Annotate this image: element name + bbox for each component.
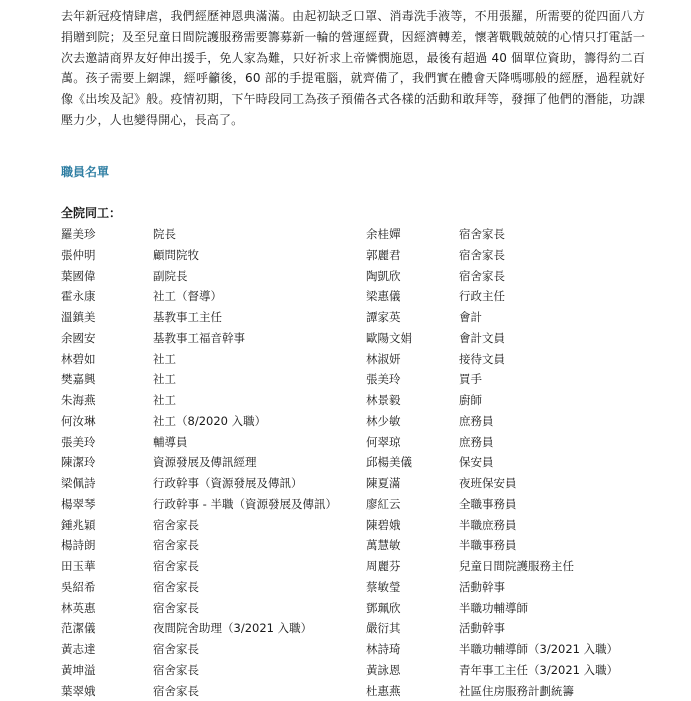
staff-role: 基教事工主任 (153, 309, 222, 325)
staff-name: 吳紹希 (61, 579, 96, 595)
staff-row (61, 556, 661, 577)
staff-row (61, 390, 661, 411)
staff-role: 庶務員 (459, 413, 494, 429)
staff-name: 嚴衍其 (366, 620, 401, 636)
staff-name: 周麗芬 (366, 558, 401, 574)
staff-role: 社工 (153, 351, 176, 367)
staff-row (61, 411, 661, 432)
staff-role: 宿舍家長 (153, 683, 199, 699)
staff-row (61, 494, 661, 515)
staff-name: 鄧珮欣 (366, 600, 401, 616)
staff-role: 宿舍家長 (153, 600, 199, 616)
staff-role: 宿舍家長 (153, 641, 199, 657)
staff-name: 梁佩詩 (61, 475, 96, 491)
staff-name: 樊嘉興 (61, 371, 96, 387)
staff-name: 何汝琳 (61, 413, 96, 429)
staff-name: 葉翠娥 (61, 683, 96, 699)
staff-name: 黃志達 (61, 641, 96, 657)
staff-role: 社區住房服務計劃統籌 (459, 683, 574, 699)
staff-role: 青年事工主任（3/2021 入職） (459, 662, 618, 678)
staff-name: 邱楊美儀 (366, 454, 412, 470)
staff-row (61, 681, 661, 701)
staff-name: 林景毅 (366, 392, 401, 408)
staff-name: 廖紅云 (366, 496, 401, 512)
staff-role: 接待文員 (459, 351, 505, 367)
staff-name: 范潔儀 (61, 620, 96, 636)
staff-name: 歐陽文娟 (366, 330, 412, 346)
staff-name: 蔡敏瑩 (366, 579, 401, 595)
staff-name: 林淑妍 (366, 351, 401, 367)
staff-name: 羅美珍 (61, 226, 96, 242)
staff-role: 會計文員 (459, 330, 505, 346)
staff-name: 楊詩朗 (61, 537, 96, 553)
staff-role: 院長 (153, 226, 176, 242)
staff-role: 行政幹事 - 半職（資源發展及傳訊） (153, 496, 337, 512)
staff-name: 張仲明 (61, 247, 96, 263)
intro-paragraph: 去年新冠疫情肆虐，我們經歷神恩典滿滿。由起初缺乏口罩、消毒洗手液等，不用張羅，所需要的從四面八方捐贈到院；及至兒童日間院護服務需要籌募新一輪的營運經費，因經濟轉差，懷著戰戰兢兢的心情只打電話一次去邀請商界友好伸出援手，免人家為難，只好祈求上帝憐憫施恩，最後有超過 40 個單位資助，籌得約二百萬。孩子需要上網課，經呼籲後，60 部的手提電腦，就齊備了，我們實在體會天降嗎哪般的經歷，過程就好像《出埃及記》般。疫情初期，下午時段同工為孩子預備各式各樣的活動和敢拜等，發揮了他們的潛能，功課壓力少，人也變得開心，長高了。 (61, 6, 645, 131)
staff-role: 保安員 (459, 454, 494, 470)
staff-name: 鍾兆穎 (61, 517, 96, 533)
staff-role: 宿舍家長 (153, 517, 199, 533)
staff-row (61, 369, 661, 390)
staff-row (61, 245, 661, 266)
staff-row (61, 286, 661, 307)
staff-row (61, 660, 661, 681)
staff-name: 萬慧敏 (366, 537, 401, 553)
staff-role: 半職功輔導師 (459, 600, 528, 616)
staff-row (61, 535, 661, 556)
staff-row (61, 432, 661, 453)
staff-role: 社工 (153, 392, 176, 408)
staff-name: 余桂嬋 (366, 226, 401, 242)
staff-role: 基教事工福音幹事 (153, 330, 245, 346)
staff-name: 葉國偉 (61, 268, 96, 284)
staff-name: 溫鎮美 (61, 309, 96, 325)
staff-row (61, 577, 661, 598)
staff-role: 半職功輔導師（3/2021 入職） (459, 641, 618, 657)
staff-role: 顧問院牧 (153, 247, 199, 263)
staff-name: 張美玲 (366, 371, 401, 387)
staff-role: 社工 (153, 371, 176, 387)
staff-role: 副院長 (153, 268, 188, 284)
staff-row (61, 515, 661, 536)
staff-role: 宿舍家長 (153, 662, 199, 678)
staff-role: 行政主任 (459, 288, 505, 304)
staff-row (61, 307, 661, 328)
staff-name: 林碧如 (61, 351, 96, 367)
section-title: 職員名單 (61, 163, 109, 180)
staff-name: 黃坤溢 (61, 662, 96, 678)
staff-name: 陳碧娥 (366, 517, 401, 533)
staff-name: 杜惠燕 (366, 683, 401, 699)
staff-role: 輔導員 (153, 434, 188, 450)
staff-role: 夜間院舍助理（3/2021 入職） (153, 620, 312, 636)
staff-role: 半職事務員 (459, 537, 517, 553)
staff-name: 楊翠琴 (61, 496, 96, 512)
staff-role: 活動幹事 (459, 620, 505, 636)
staff-name: 譚家英 (366, 309, 401, 325)
staff-role: 廚師 (459, 392, 482, 408)
staff-role: 社工（8/2020 入職） (153, 413, 266, 429)
staff-name: 朱海燕 (61, 392, 96, 408)
staff-name: 陶凱欣 (366, 268, 401, 284)
staff-role: 宿舍家長 (459, 226, 505, 242)
staff-row (61, 328, 661, 349)
staff-name: 林英惠 (61, 600, 96, 616)
staff-role: 夜班保安員 (459, 475, 517, 491)
staff-name: 黃詠恩 (366, 662, 401, 678)
staff-name: 陳夏滿 (366, 475, 401, 491)
staff-name: 余國安 (61, 330, 96, 346)
group-title: 全院同工： (61, 204, 121, 221)
staff-name: 霍永康 (61, 288, 96, 304)
staff-row (61, 598, 661, 619)
staff-role: 行政幹事（資源發展及傳訊） (153, 475, 303, 491)
staff-row (61, 452, 661, 473)
staff-role: 會計 (459, 309, 482, 325)
staff-name: 陳潔玲 (61, 454, 96, 470)
staff-name: 何翠琼 (366, 434, 401, 450)
intro-text (61, 6, 645, 131)
staff-role: 半職庶務員 (459, 517, 517, 533)
staff-role: 宿舍家長 (459, 247, 505, 263)
staff-role: 資源發展及傳訊經理 (153, 454, 257, 470)
staff-role: 宿舍家長 (459, 268, 505, 284)
staff-role: 宿舍家長 (153, 537, 199, 553)
staff-role: 買手 (459, 371, 482, 387)
staff-name: 張美玲 (61, 434, 96, 450)
staff-row (61, 618, 661, 639)
staff-name: 林少敏 (366, 413, 401, 429)
staff-role: 宿舍家長 (153, 558, 199, 574)
staff-name: 田玉華 (61, 558, 96, 574)
staff-role: 庶務員 (459, 434, 494, 450)
staff-name: 郭麗君 (366, 247, 401, 263)
staff-row (61, 639, 661, 660)
staff-row (61, 349, 661, 370)
staff-role: 全職事務員 (459, 496, 517, 512)
staff-role: 活動幹事 (459, 579, 505, 595)
staff-row (61, 473, 661, 494)
staff-row (61, 224, 661, 245)
staff-list (61, 224, 661, 701)
staff-role: 兒童日間院護服務主任 (459, 558, 574, 574)
staff-name: 梁惠儀 (366, 288, 401, 304)
staff-name: 林詩琦 (366, 641, 401, 657)
staff-row (61, 266, 661, 287)
staff-role: 宿舍家長 (153, 579, 199, 595)
staff-role: 社工（督導） (153, 288, 222, 304)
